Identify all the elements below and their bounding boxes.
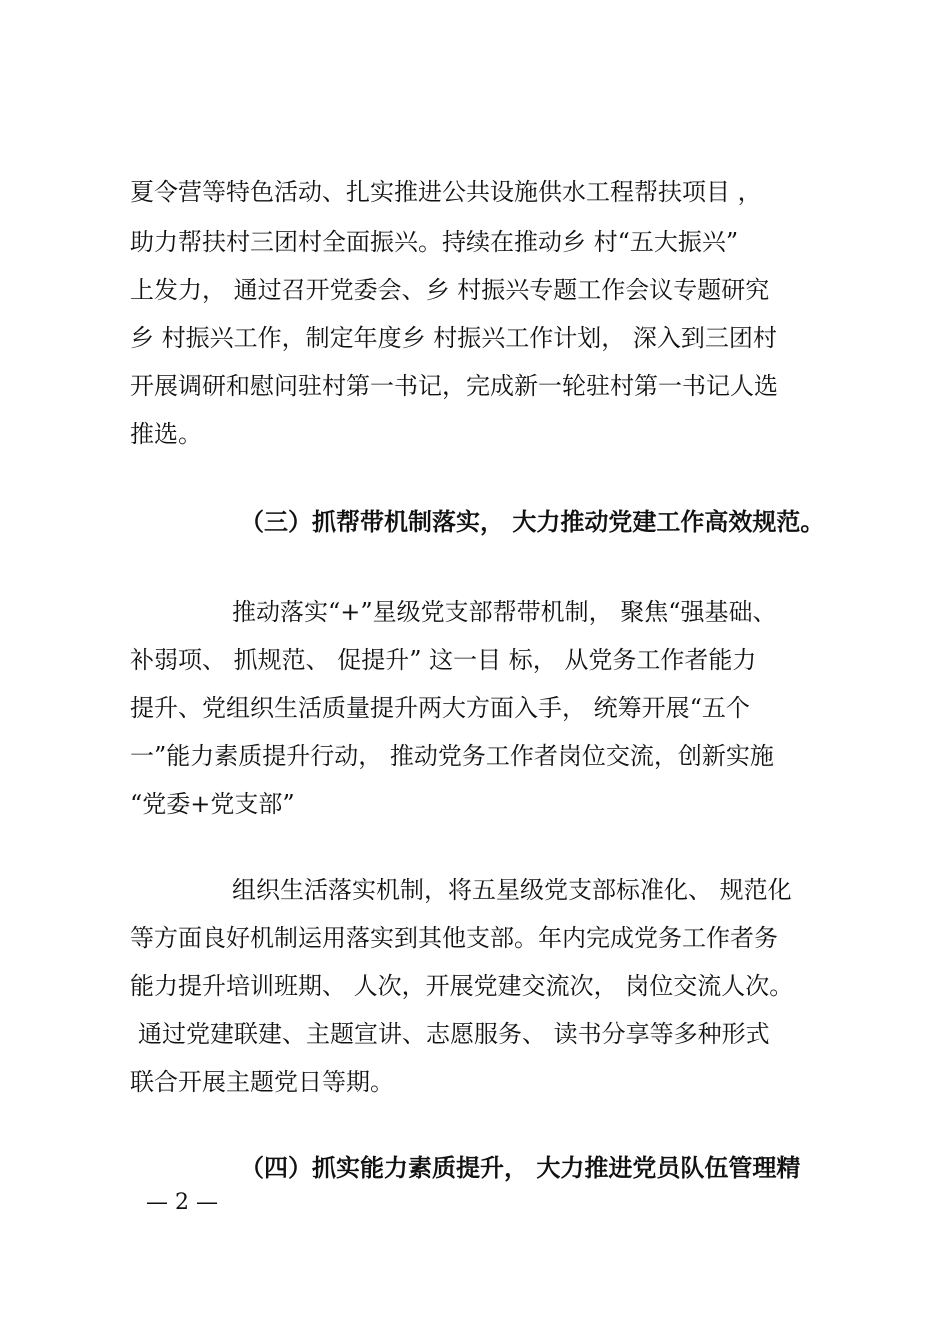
text-line: 通过党建联建、主题宣讲、志愿服务、 读书分享等多种形式: [138, 1020, 770, 1048]
text-line: 组织生活落实机制，将五星级党支部标准化、 规范化: [232, 876, 792, 904]
page-number: — 2 —: [146, 1190, 218, 1215]
text-line: 能力提升培训班期、 人次，开展党建交流次， 岗位交流人次。: [130, 972, 794, 1000]
text-line: 推选。: [130, 420, 202, 448]
text-line: 等方面良好机制运用落实到其他支部。年内完成党务工作者务: [130, 924, 778, 952]
text-line: 开展调研和慰问驻村第一书记，完成新一轮驻村第一书记人选: [130, 372, 778, 400]
text-line: 推动落实“+”星级党支部帮带机制， 聚焦“强基础、: [232, 598, 777, 626]
text-line: 补弱项、 抓规范、 促提升” 这一目 标， 从党务工作者能力: [130, 646, 757, 674]
text-line: 提升、党组织生活质量提升两大方面入手， 统筹开展“五个: [130, 694, 750, 722]
text-line: “党委+党支部”: [130, 790, 295, 818]
text-line: 乡 村振兴工作，制定年度乡 村振兴工作计划， 深入到三团村: [130, 324, 777, 352]
text-line: 上发力， 通过召开党委会、乡 村振兴专题工作会议专题研究: [130, 276, 770, 304]
text-line: 夏令营等特色活动、扎实推进公共设施供水工程帮扶项目 ，: [130, 178, 762, 206]
text-line: 助力帮扶村三团村全面振兴。持续在推动乡 村“五大振兴”: [130, 228, 739, 256]
text-line: 联合开展主题党日等期。: [130, 1068, 394, 1096]
section-heading-4: （四）抓实能力素质提升， 大力推进党员队伍管理精: [240, 1154, 801, 1182]
section-heading-3: （三）抓帮带机制落实， 大力推动党建工作高效规范。: [240, 508, 825, 536]
text-line: 一”能力素质提升行动， 推动党务工作者岗位交流，创新实施: [130, 742, 774, 770]
